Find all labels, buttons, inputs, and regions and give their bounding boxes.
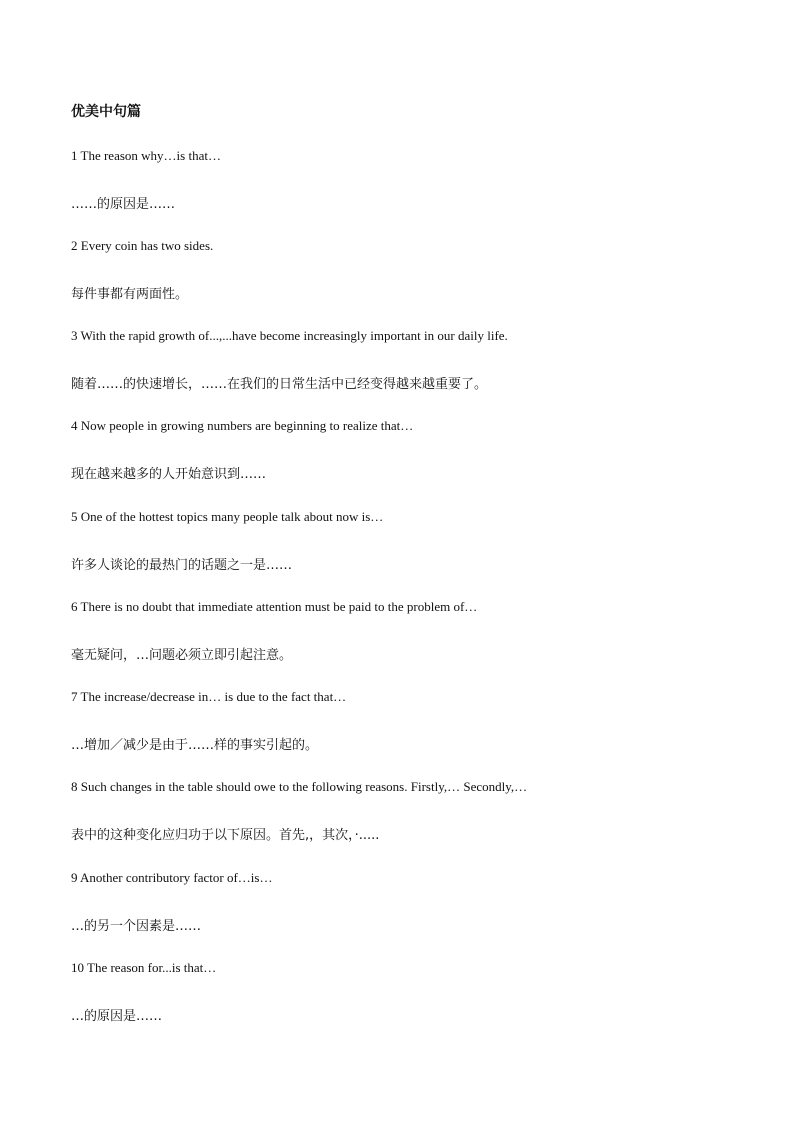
sentence-5-english: 5 One of the hottest topics many people talk about now is… (71, 509, 384, 524)
sentence-7-chinese: …增加／减少是由于……样的事实引起的。 (71, 738, 319, 753)
sentence-10-chinese: …的原因是…… (71, 1009, 163, 1024)
sentence-6-chinese: 毫无疑问，…问题必须立即引起注意。 (71, 648, 293, 663)
sentence-10-english: 10 The reason for...is that… (71, 960, 217, 975)
sentence-8-english: 8 Such changes in the table should owe to the following reasons. Firstly,… Secondly,… (71, 779, 528, 794)
sentence-2-chinese: 每件事都有两面性。 (71, 287, 189, 302)
sentence-8-chinese: 表中的这种变化应归功于以下原因。首先,，其次，·..... (71, 828, 380, 843)
sentence-3-english: 3 With the rapid growth of...,...have become increasingly important in our daily life. (71, 328, 508, 343)
sentence-9-chinese: …的另一个因素是…… (71, 919, 202, 934)
sentence-5-chinese: 许多人谈论的最热门的话题之一是…… (71, 558, 293, 573)
sentence-2-english: 2 Every coin has two sides. (71, 238, 214, 253)
section-title: 优美中句篇 (71, 104, 141, 120)
sentence-4-chinese: 现在越来越多的人开始意识到…… (71, 467, 267, 482)
sentence-4-english: 4 Now people in growing numbers are beginning to realize that… (71, 418, 414, 433)
sentence-1-english: 1 The reason why…is that… (71, 148, 221, 163)
sentence-3-chinese: 随着……的快速增长，……在我们的日常生活中已经变得越来越重要了。 (71, 377, 488, 392)
sentence-9-english: 9 Another contributory factor of…is… (71, 870, 273, 885)
sentence-6-english: 6 There is no doubt that immediate attention must be paid to the problem of… (71, 599, 478, 614)
sentence-7-english: 7 The increase/decrease in… is due to the fact that… (71, 689, 347, 704)
sentence-1-chinese: ……的原因是…… (71, 197, 176, 212)
